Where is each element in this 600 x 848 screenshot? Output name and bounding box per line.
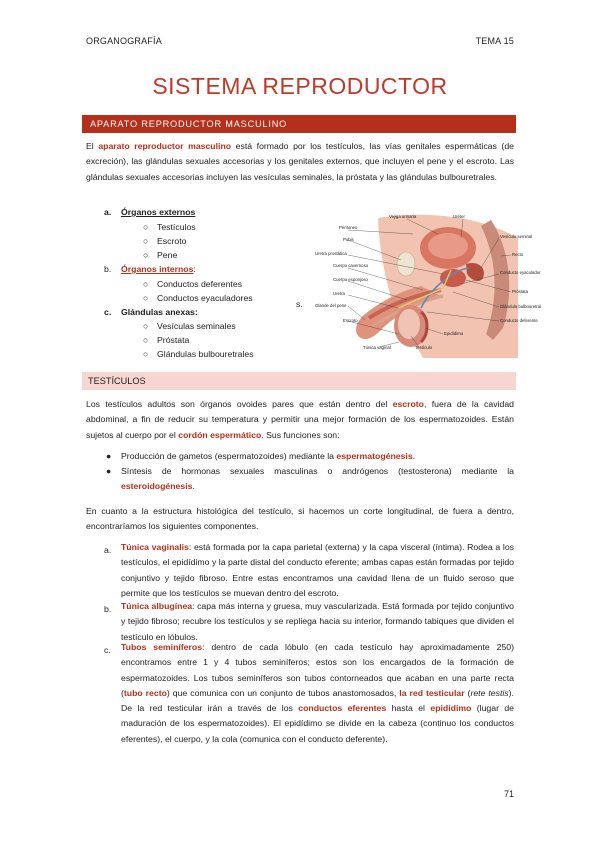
list-marker: c. [104, 645, 111, 655]
figure-label: Túnica vaginal [363, 345, 391, 350]
testiculos-paragraph: Los testículos adultos son órganos ovoides pares que están dentro del escroto, fuera de la cavidad abdominal, a fin de reducir su temperatura y permitir una mejor formación de los espermatozoides. Están sujetos al cuerpo por el cordón espermático. Sus funciones son: [86, 399, 514, 440]
list-title-internos: Órganos internos: [121, 264, 196, 274]
figure-label: Cuerpo cavernoso [333, 263, 369, 268]
running-header-topic: TEMA 15 [475, 36, 514, 46]
function-item: Producción de gametos (espermatozoides) mediante la espermatogénesis. [121, 451, 416, 461]
figure-label: Uretra [333, 291, 345, 296]
testis-shape [398, 309, 420, 339]
figure-label: Uretra prostática [315, 251, 347, 256]
list-title-anexas: Glándulas anexas: [121, 307, 198, 317]
figure-label: Testículo [415, 345, 432, 350]
page-title: SISTEMA REPRODUCTOR [152, 73, 448, 99]
figure-label: Peritoneo [339, 225, 358, 230]
figure-label: Glande del pene [315, 303, 347, 308]
list-item: Vesículas seminales [157, 321, 236, 331]
list-marker-c: c. [104, 307, 112, 317]
bullet-icon: ○ [143, 335, 149, 345]
figure-label: Epidídimo [444, 331, 464, 336]
list-item: Conductos eyaculadores [157, 293, 253, 303]
component-tunica-vaginalis: Túnica vaginalis: está formada por la capa parietal (externa) y la capa visceral (íntima). Rodea a los testículos, el epidídimo y la parte distal del conducto eferente; ambas capas están formadas por tejido conjuntivo y tejido fibroso. Entre estas encontramos una cavidad llena de un fluido seroso que permite que los testículos se muevan dentro del escroto. [121, 542, 515, 598]
intro-paragraph: El aparato reproductor masculino está formado por los testículos, las vías genitales espermáticas (de excreción), las glándulas sexuales accesorias y los genitales externos, que incluyen el pene y el escroto. Las glándulas sexuales accesorias incluyen las vesículas seminales, la próstata y las glándulas bulbouretrales. [86, 141, 514, 182]
list-marker-a: a. [104, 207, 112, 217]
section-banner: APARATO REPRODUCTOR MASCULINO [82, 115, 516, 133]
figure-label: Recto [512, 252, 524, 257]
bullet-icon: ○ [143, 279, 149, 289]
bullet-icon: ○ [143, 321, 149, 331]
figure-label: Próstata [512, 289, 529, 294]
component-tunica-albuginea: Túnica albugínea: capa más interna y gruesa, muy vascularizada. Está formada por tejido conjuntivo y tejido fibroso; recubre los testículos y se repliega hacia su interior, formando tabiques que dividen el testículo en lóbulos. [121, 601, 514, 642]
structure-paragraph: En cuanto a la estructura histológica del testículo, si hacemos un corte longitudinal, de fuera a dentro, encontraríamos los siguientes componentes. [86, 506, 514, 532]
figure-label: Vesícula seminal [500, 234, 533, 239]
bullet-icon: ○ [143, 236, 149, 246]
bullet-icon: ○ [143, 222, 149, 232]
list-marker-b: b. [104, 264, 112, 274]
bullet-icon: ● [106, 451, 112, 461]
list-item: Próstata [157, 335, 190, 345]
figure-label: Pubis [343, 237, 354, 242]
list-marker: a. [104, 545, 112, 555]
figure-label: Uréter [453, 214, 465, 219]
component-tubos-seminiferos: Tubos seminíferos: dentro de cada lóbulo (en cada testículo hay aproximadamente 250) encontramos entre 1 y 4 tubos seminíferos; estos son los encargados de la formación de espermatozoides. Los tubos seminíferos son tubos contorneados que acaban en una parte recta (tubo recto) que comunica con un conjunto de tubos anastomosados, la red testicular (rete testis). De la red testicular irán a través de los conductos eferentes hasta el epidídimo (lugar de maduración de los espermatozoides). El epidídimo se divide en la cabeza (continuo los conductos eferentes), el cuerpo, y la cola (comunica con el conducto deferente). [121, 642, 515, 744]
pubis-shape [397, 252, 415, 276]
list-marker: b. [104, 604, 112, 614]
bullet-icon: ○ [143, 293, 149, 303]
function-item: Síntesis de hormonas sexuales masculinas o andrógenos (testosterona) mediante la esteroidogénesis. [121, 466, 514, 492]
section-header-testiculos: TESTÍCULOS [82, 372, 516, 390]
bullet-icon: ○ [143, 349, 149, 359]
list-title-externos: Órganos externos [121, 207, 196, 217]
figure-label: Conducto deferente [500, 318, 538, 323]
list-item: Conductos deferentes [157, 279, 243, 289]
list-item: Pene [157, 250, 178, 260]
figure-label: Conducto eyaculador [500, 270, 541, 275]
bullet-icon: ○ [143, 250, 149, 260]
figure-label: Cuerpo esponjoso [333, 277, 368, 282]
bullet-icon: ● [106, 466, 112, 476]
figure-label: Vejiga urinaria [389, 214, 417, 219]
list-item: Escroto [157, 236, 187, 246]
stray-text: s. [296, 299, 303, 309]
page-number: 71 [503, 789, 514, 799]
running-header-subject: ORGANOGRAFÍA [86, 36, 162, 46]
figure-label: Escroto [343, 318, 358, 323]
list-item: Testículos [157, 222, 196, 232]
figure-label: Glándula bulbouretral [500, 304, 542, 309]
male-reproductive-anatomy-figure [303, 208, 549, 358]
highlight-term: aparato reproductor masculino [98, 141, 232, 151]
list-item: Glándulas bulbouretrales [157, 349, 254, 359]
